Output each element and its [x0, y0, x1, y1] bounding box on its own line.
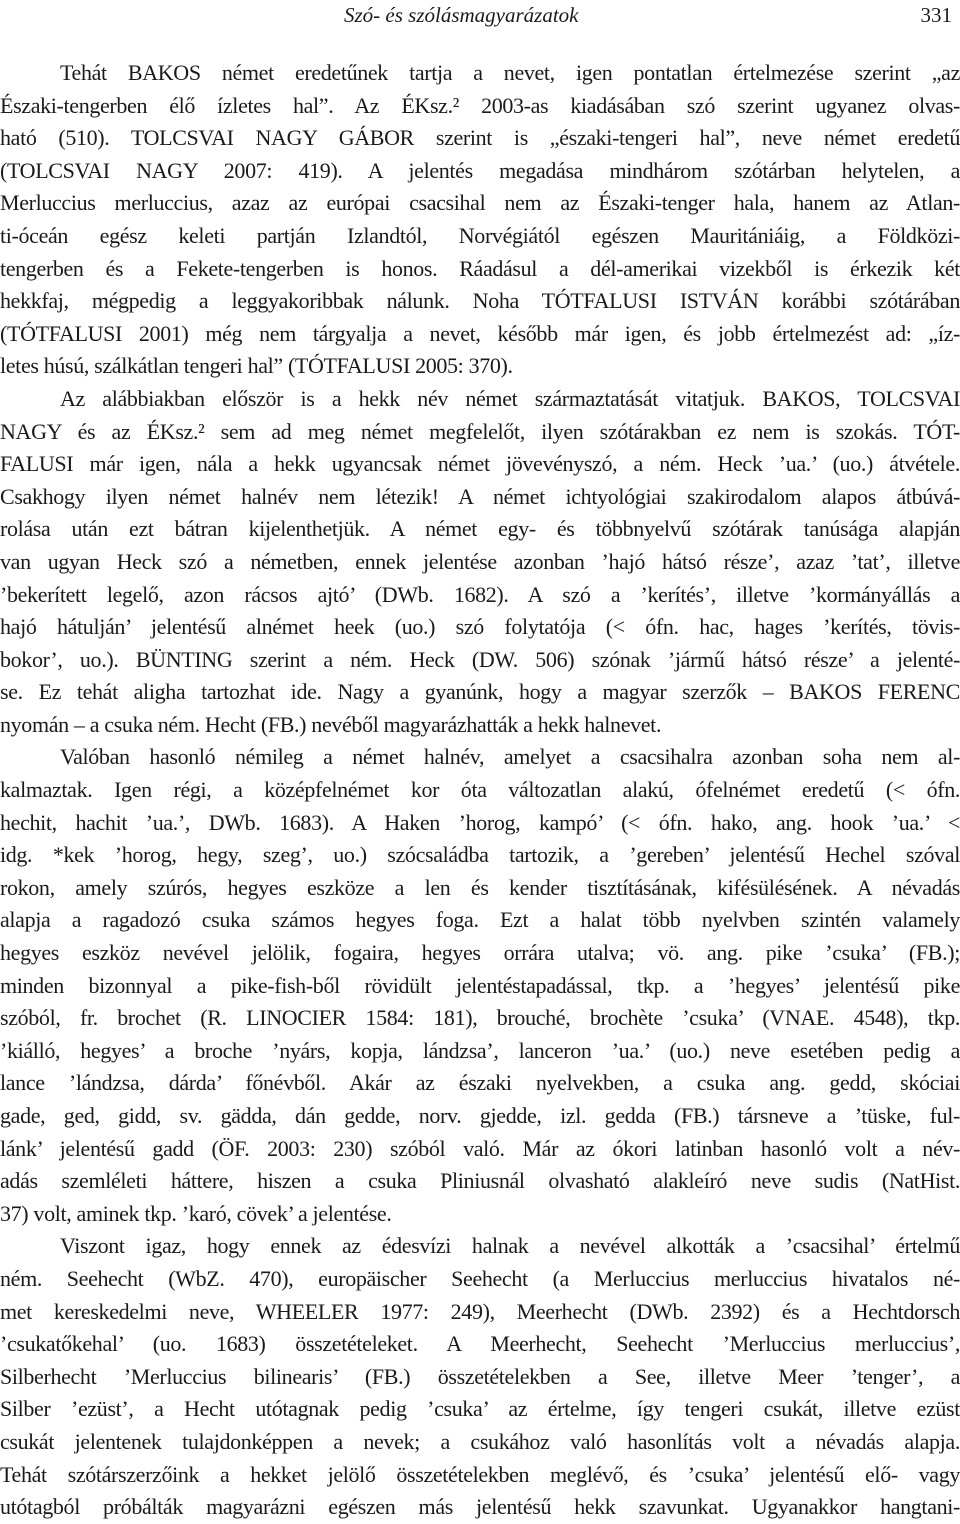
text-line: Silberhecht ’Merluccius bilinearis’ (FB.) összetételekben a See, illetve Meer ’tenger’, a — [0, 1363, 960, 1389]
text-line: Csakhogy ilyen német halnév nem létezik! A német ichtyológiai szakirodalom alapos átbúvá- — [0, 483, 960, 509]
text-line: FALUSI már igen, nála a hekk ugyancsak német jövevényszó, a ném. Heck ’ua.’ (uo.) átvétele. — [0, 451, 960, 477]
text-line: (TOLCSVAI NAGY 2007: 419). A jelentés megadása mindhárom szótárban helytelen, a — [0, 157, 960, 183]
text-line: idg. *kek ’horog, hegy, szeg’, uo.) szócsaládba tartozik, a ’gereben’ jelentésű Hechel szóval — [0, 842, 960, 868]
text-line: minden bizonnyal a pike-fish-ből rövidült jelentéstapadással, tkp. a ’hegyes’ jelentésű pike — [0, 972, 960, 998]
text-line: szóból, fr. brochet (R. LINOCIER 1584: 181), brouché, brochète ’csuka’ (VNAE. 4548), tkp. — [0, 1005, 960, 1031]
text-line: Északi-tengerben élő ízletes hal”. Az ÉKsz.² 2003-as kiadásában szó szerint ugyanez olvas- — [0, 92, 960, 118]
text-line: hekkfaj, mégpedig a leggyakoribbak nálunk. Noha TÓTFALUSI ISTVÁN korábbi szótárában — [0, 288, 960, 314]
text-line: nyomán – a csuka ném. Hecht (FB.) nevéből magyarázhatták a hekk halnevet. — [0, 711, 662, 737]
text-line: hajó hátulján’ jelentésű alnémet heek (uo.) szó folytatója (< ófn. hac, hages ’kerítés, tövis- — [0, 614, 960, 640]
text-line: (TÓTFALUSI 2001) még nem tárgyalja a nevet, később már igen, és jobb értelmezést ad: „íz- — [0, 320, 960, 346]
text-line: Silber ’ezüst’, a Hecht utótagnak pedig ’csuka’ az értelme, így tengeri csukát, illetve ezüst — [0, 1396, 960, 1422]
text-line: Tehát BAKOS német eredetűnek tartja a nevet, igen pontatlan értelmezése szerint „az — [60, 60, 960, 85]
page-number: 331 — [920, 3, 952, 27]
text-line: csukát jelentenek tulajdonképpen a nevek; a csukához való hasonlítás volt a névadás alapja. — [0, 1428, 960, 1454]
text-line: 37) volt, aminek tkp. ’karó, cövek’ a jelentése. — [0, 1200, 392, 1226]
text-line: gade, ged, gidd, sv. gädda, dán gedde, norv. gjedde, izl. gedda (FB.) társneve a ’tüske, ful- — [0, 1103, 960, 1128]
text-line: ném. Seehecht (WbZ. 470), europäischer Seehecht (a Merluccius merluccius hivatalos né- — [0, 1265, 960, 1291]
text-line: ható (510). TOLCSVAI NAGY GÁBOR szerint is „északi-tengeri hal”, neve német eredetű — [0, 125, 960, 151]
text-line: van ugyan Heck szó a németben, ennek jelentése azonban ’hajó hátsó része’, azaz ’tat’, illetve — [0, 548, 960, 574]
text-line: NAGY és az ÉKsz.² sem ad meg német megfelelőt, ilyen szótárakban ez nem is szokás. TÓT- — [0, 418, 960, 444]
text-line: ’kiálló, hegyes’ a broche ’nyárs, kopja, lándzsa’, lanceron ’ua.’ (uo.) neve esetében pedig a — [0, 1037, 960, 1063]
text-line: hechit, hachit ’ua.’, DWb. 1683). A Haken ’horog, kampó’ (< ófn. hako, ang. hook ’ua.’ < — [0, 809, 960, 835]
text-line: ti-óceán egész keleti partján Izlandtól, Norvégiától egészen Mauritániáig, a Földközi- — [0, 222, 960, 248]
text-line: ’csukatőkehal’ (uo. 1683) összetételeket. A Meerhecht, Seehecht ’Merluccius merluccius’, — [0, 1331, 960, 1357]
text-line: adás szemléleti háttere, hiszen a csuka Pliniusnál olvasható alakleíró neve sudis (NatHist. — [0, 1168, 960, 1194]
body-text — [0, 57, 960, 1524]
text-line: letes húsú, szálkátlan tengeri hal” (TÓTFALUSI 2005: 370). — [0, 353, 513, 379]
text-line: se. Ez tehát aligha tartozhat ide. Nagy a gyanúnk, hogy a magyar szerzők – BAKOS FERENC — [0, 679, 960, 705]
text-line: kalmaztak. Igen régi, a középfelnémet kor óta változatlan alakú, ófelnémet eredetű (< ófn. — [0, 777, 960, 803]
text-line: hegyes eszköz nevével jelölik, fogaira, hegyes orrára utalva; vö. ang. pike ’csuka’ (FB.); — [0, 940, 960, 966]
text-line: Tehát szótárszerzőink a hekket jelölő összetételekben meglévő, és ’csuka’ jelentésű elő- vagy — [0, 1461, 960, 1487]
text-line: Viszont igaz, hogy ennek az édesvízi halnak a nevével alkották a ’csacsihal’ értelmű — [60, 1233, 960, 1259]
text-line: rolása után ezt bátran kijelenthetjük. A német egy- és többnyelvű szótárak tanúsága alapján — [0, 516, 960, 542]
text-line: rokon, amely szúrós, hegyes eszköze a len és kender tisztításának, kifésülésének. A névadás — [0, 874, 960, 900]
text-line: met kereskedelmi neve, WHEELER 1977: 249), Meerhecht (DWb. 2392) és a Hechtdorsch — [0, 1298, 960, 1324]
page-header — [0, 0, 960, 32]
text-line: utótagból próbálták magyarázni egészen más jelentésű hekk szavunkat. Ugyanakkor hangtani- — [0, 1494, 960, 1520]
text-line: Merluccius merluccius, azaz az európai csacsihal nem az Északi-tenger hala, hanem az Atlan- — [0, 190, 960, 216]
text-line: alapja a ragadozó csuka számos hegyes foga. Ezt a halat több nyelvben szintén valamely — [0, 907, 960, 933]
text-line: bokor’, uo.). BÜNTING szerint a ném. Heck (DW. 506) szónak ’jármű hátsó része’ a jelenté- — [0, 646, 960, 672]
text-line: Valóban hasonló némileg a német halnév, amelyet a csacsihalra azonban soha nem al- — [60, 744, 960, 770]
text-line: tengerben és a Fekete-tengerben is honos. Ráadásul a dél-amerikai vizekből is érkezik két — [0, 255, 960, 281]
text-line: lance ’lándzsa, dárda’ főnévből. Akár az északi nyelvekben, a csuka ang. gedd, skóciai — [0, 1070, 960, 1096]
text-line: ’bekerített legelő, azon rácsos ajtó’ (DWb. 1682). A szó a ’kerítés’, illetve ’kormányállás a — [0, 581, 960, 607]
text-line: lánk’ jelentésű gadd (ÖF. 2003: 230) szóból való. Már az ókori latinban hasonló volt a név- — [0, 1135, 960, 1161]
running-head: Szó- és szólásmagyarázatok — [344, 3, 579, 27]
text-line: Az alábbiakban először is a hekk név német származtatását vitatjuk. BAKOS, TOLCSVAI — [60, 385, 960, 411]
